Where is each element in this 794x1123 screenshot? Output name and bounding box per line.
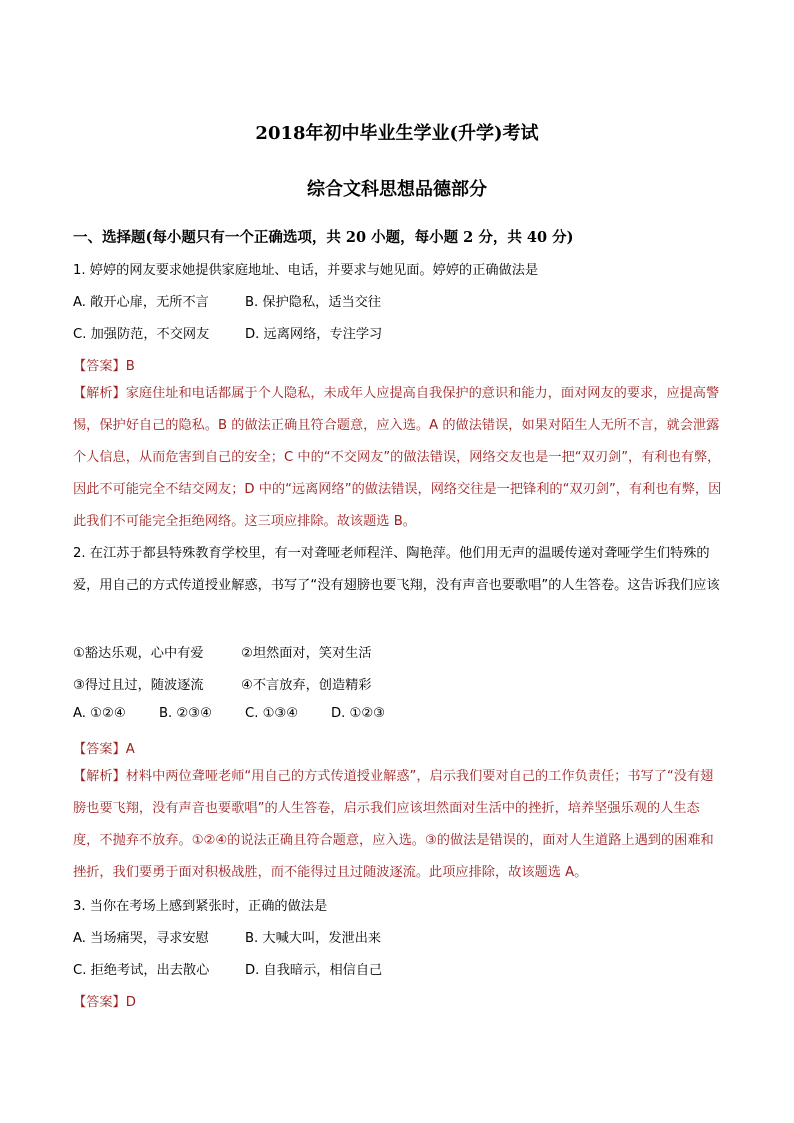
- q2-option-a: A. ①②④: [73, 706, 126, 721]
- q2-option-d: D. ①②③: [331, 706, 386, 721]
- q3-option-c: C. 拒绝考试，出去散心: [73, 963, 210, 978]
- q1-option-a: A. 敞开心扉，无所不言: [73, 295, 209, 310]
- q1-option-c: C. 加强防范，不交网友: [73, 327, 210, 342]
- exam-title: 2018年初中毕业生学业(升学)考试: [255, 123, 539, 144]
- q2-answer: [73, 738, 135, 757]
- answer-label: 【答案】: [73, 359, 126, 374]
- analysis-label: 【解析】: [73, 386, 126, 401]
- q3-options-row-1: [73, 927, 381, 946]
- q2-options: [73, 706, 385, 721]
- q2-items-row-1: [73, 642, 372, 661]
- q2-item-3: ③得过且过，随波逐流: [73, 678, 204, 693]
- q3-option-d: D. 自我暗示，相信自己: [245, 963, 383, 978]
- q1-stem: 1. 婷婷的网友要求她提供家庭地址、电话，并要求与她见面。婷婷的正确做法是: [73, 263, 539, 278]
- q2-items-row-2: [73, 674, 372, 693]
- q2-item-4: ④不言放弃，创造精彩: [241, 678, 372, 693]
- q2-stem: 2. 在江苏于都县特殊教育学校里，有一对聋哑老师程洋、陶艳萍。他们用无声的温暖传递对聋哑学生们特殊的爱，用自己的方式传道授业解惑，书写了“没有翅膀也要飞翔，没有声音也要歌唱”的人生答卷。这告诉我们应该: [73, 546, 720, 593]
- exam-subtitle: 综合文科思想品德部分: [307, 179, 487, 200]
- section-heading: 一、选择题(每小题只有一个正确选项，共 20 小题，每小题 2 分，共 40 分): [73, 229, 574, 246]
- q2-option-b: B. ②③④: [159, 706, 212, 721]
- analysis-text-2: ①②④: [191, 833, 228, 848]
- q2-item-2: ②坦然面对，笑对生活: [241, 646, 372, 661]
- q1-option-d: D. 远离网络，专注学习: [245, 327, 383, 342]
- q1-analysis: [73, 378, 723, 538]
- analysis-text: 家庭住址和电话都属于个人隐私，未成年人应提高自我保护的意识和能力，面对网友的要求，应提高警惕，保护好自己的隐私。B 的做法正确且符合题意，应入选。A 的做法错误，如果对陌生人无所不言，就会泄露个人信息，从而危害到自己的安全；C 中的“不交网友”的做法错误，网络交友也是一把“双刃剑”，有利也有弊，因此不可能完全不结交网友；D 中的“远离网络”的做法错误，网络交往是一把锋利的“双刃剑”，有利也有弊，因此我们不可能完全拒绝网络。这三项应排除。故该题选 B。: [73, 386, 722, 529]
- answer-value: A: [125, 742, 135, 757]
- q3-options-row-2: [73, 959, 382, 978]
- q2-analysis: [73, 761, 723, 889]
- analysis-text-1: 材料中两位聋哑老师“用自己的方式传道授业解惑”，启示我们要对自己的工作负责任；书写了“没有翅膀也要飞翔，没有声音也要歌唱”的人生答卷，启示我们应该坦然面对生活中的挫折，培养坚强乐观的人生态度，不抛弃不放弃。: [73, 769, 714, 848]
- answer-label: 【答案】: [73, 742, 126, 757]
- q1-options-row-1: [73, 291, 381, 310]
- q2-option-c: C. ①③④: [245, 706, 299, 721]
- analysis-label: 【解析】: [73, 769, 126, 784]
- analysis-text-3: 的说法正确且符合题意，应入选。③的做法是错误的，面对人生道路上遇到的困难和挫折，我们要勇于面对积极战胜，而不能得过且过随波逐流。此项应排除，故该题选 A。: [73, 833, 714, 880]
- answer-value: B: [125, 359, 135, 374]
- answer-label: 【答案】: [73, 995, 126, 1010]
- q3-option-b: B. 大喊大叫，发泄出来: [245, 931, 382, 946]
- q1-option-b: B. 保护隐私，适当交往: [245, 295, 382, 310]
- q3-stem: 3. 当你在考场上感到紧张时，正确的做法是: [73, 899, 328, 914]
- q3-answer: [73, 991, 136, 1010]
- q1-options-row-2: [73, 323, 382, 342]
- q2-item-1: ①豁达乐观，心中有爱: [73, 646, 204, 661]
- q1-answer: [73, 355, 135, 374]
- q3-option-a: A. 当场痛哭，寻求安慰: [73, 931, 209, 946]
- answer-value: D: [125, 995, 136, 1010]
